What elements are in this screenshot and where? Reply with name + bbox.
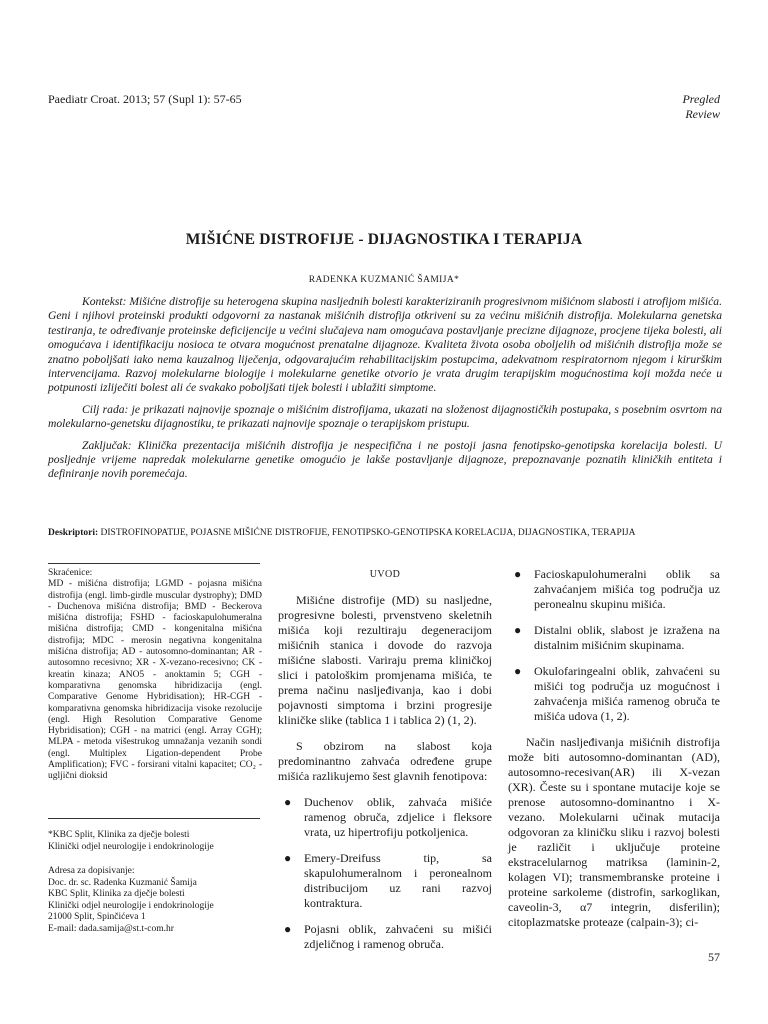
correspondence-line: Klinički odjel neurologije i endokrinologije <box>48 900 214 911</box>
descriptors-text: DISTROFINOPATIJE, POJASNE MIŠIĆNE DISTROFIJE, FENOTIPSKO-GENOTIPSKA KORELACIJA, DIJAGNOSTIKA, TERAPIJA <box>100 528 636 538</box>
abbreviations-box <box>48 568 262 783</box>
descriptors <box>48 527 724 540</box>
column-rule-top <box>48 563 260 564</box>
section-heading: UVOD <box>369 569 401 580</box>
correspondence-email: E-mail: dada.samija@st.t-com.hr <box>48 923 174 934</box>
article-title: MIŠIĆNE DISTROFIJE - DIJAGNOSTIKA I TERAPIJA <box>185 231 583 248</box>
journal-reference: Paediatr Croat. 2013; 57 (Supl 1): 57-65 <box>48 92 242 106</box>
list-item: ● Duchenov oblik, zahvaća mišiće ramenog obruča, zdjelice i fleksore vrata, uz hipertrofiju potkoljenica. <box>284 795 492 839</box>
list-item: ● Pojasni oblik, zahvaćeni su mišići zdjeličnog i ramenog obruča. <box>284 922 492 951</box>
list-item: ● Facioskapulohumeralni oblik sa zahvaćanjem mišića tog područja uz peronealnu skupinu mišića. <box>514 567 720 611</box>
list-item: ● Distalni oblik, slabost je izražena na distalnim mišićnim skupinama. <box>514 623 720 652</box>
descriptors-label: Deskriptori: <box>48 528 99 538</box>
phenotype-list-continued <box>508 567 720 724</box>
correspondence <box>48 866 262 936</box>
body-paragraph: Mišićne distrofije (MD) su nasljedne, progresivne bolesti, prvenstveno skeletnih mišića koji rezultiraju degeneracijom mišićnih stanica i dovode do razvoja mišićne slabosti. Variraju prema kliničkoj slici i patološkim promjenama mišića, te prema načinu nasljeđivanja, kao i dobi pojavnosti simptoma i brzini progresije kliničke slike (tablica 1 i tablica 2) (1, 2). <box>278 593 492 727</box>
body-column-middle <box>278 567 492 963</box>
correspondence-line: KBC Split, Klinika za dječje bolesti <box>48 889 185 900</box>
body-paragraph: Način nasljeđivanja mišićnih distrofija može biti autosomno-dominantan (AD), autosomno-recesivan(AR) ili X-vezan (XR). Česte su i spontane mutacije koje se prenose autosomno-dominantno i X-vezano. Molekularni učinak mutacija odgovoran za kliničku sliku i razvoj bolesti je različit i uključuje proteine ekstracelularnog matriksa (laminin-2, kolagen VI); transmembranske proteine i proteine sarkoleme (distrofin, sarkoglikan, caveolin-3, α7 integrin, disferilin); citoplazmatske proteaze (calpain-3); ci- <box>508 735 720 929</box>
abstract-aim: Cilj rada: je prikazati najnovije spoznaje o mišićnim distrofijama, ukazati na složenost dijagnostičkih postupaka, s posebnim osvrtom na molekularno-genetsku dijagnostiku, te prikazati najnovije spoznaje o terapijskom pristupu. <box>48 402 722 431</box>
correspondence-line: Doc. dr. sc. Radenka Kuzmanić Šamija <box>48 877 197 888</box>
body-paragraph: S obzirom na slabost koja predominantno zahvaća određene grupe mišića razlikujemo šest glavnih fenotipova: <box>278 739 492 783</box>
body-column-right <box>508 567 720 930</box>
affiliation-line: *KBC Split, Klinika za dječje bolesti <box>48 830 190 840</box>
correspondence-line: 21000 Split, Spinčićeva 1 <box>48 912 146 923</box>
column-rule-bottom <box>48 818 260 819</box>
abstract-context: Kontekst: Mišićne distrofije su heterogena skupina nasljednih bolesti karakteriziranih progresivnom mišićnom slabosti i atrofijom mišića. Geni i njihovi proteinski produkti odgovorni za nastanak mišićnih distrofija otkriveni su za većinu mišićnih distrofija. Molekularna genetska testiranja, te određivanje proteinske deficijencije u većini slučajeva nam omogućava postavljanje precizne dijagnoze, procjene tijeka bolesti, ali omogućava i identifikaciju nosioca te otvara mogućnost prenatalne dijagnoze. Kvaliteta života osoba oboljelih od mišićnih distrofija može se znatno poboljšati iako nema kauzalnog liječenja, odgovarajućim rehabilitacijskim postupcima, adekvatnom respiratornom njegom i kirurškim intervencijama. Razvoj molekularne biologije i molekularne genetike otvorio je vrata drugim terapijskim mogućnostima koji možda neće u potpunosti izliječiti bolest ali će svakako poboljšati tijek bolesti i ublažiti simptome. <box>48 295 722 395</box>
bullet-icon: ● <box>514 664 522 678</box>
abbreviations-heading: Skraćenice: <box>48 568 93 578</box>
bullet-icon: ● <box>514 567 522 581</box>
abbreviations-text: MD - mišićna distrofija; LGMD - pojasna mišićna distrofija (engl. limb-girdle muscular dystrophy); DMD - Duchenova mišićna distrofija; BMD - Beckerova mišićna distrofija; FSHD - facioskapulohumeralna mišićna distrofija; CMD - kongenitalna mišićna distrofija; MDC - merosin negativna kongenitalna mišićna distrofija; AD - autosomno-dominantan; AR - autosomno recesivno; XR - X-vezano-recesivno; CK - kreatin kinaza; ANO5 - anoktamin 5; CGH - komparativna genomska hibridizacija (engl. Comparative Genome Hybridisation); HR-CGH - komparativna genomska hibridizacija visoke rezolucije (engl. High Resolution Comparative Genome Hybridisation); CGH - na matrici (engl. Array CGH); MLPA - metoda višestrukog umnažanja vezanih sondi (engl. Multiplex Ligation-dependent Probe Amplification); FVC - forsirani vitalni kapacitet; CO₂ - ugljični dioksid <box>48 579 262 782</box>
affiliation-line: Klinički odjel neurologije i endokrinologije <box>48 842 214 852</box>
bullet-icon: ● <box>284 795 292 809</box>
list-item: ● Emery-Dreifuss tip, sa skapulohumeralnom i peronealnom distribucijom uz rani razvoj kontraktura. <box>284 851 492 910</box>
bullet-icon: ● <box>284 922 292 936</box>
article-type <box>682 92 720 122</box>
article-type-en: Review <box>685 107 720 121</box>
page-number: 57 <box>708 950 720 964</box>
bullet-icon: ● <box>514 623 522 637</box>
bullet-icon: ● <box>284 851 292 865</box>
list-item: ● Okulofaringealni oblik, zahvaćeni su mišići tog područja uz mogućnost i zahvaćenja mišića ramenog obruča te mišića udova (1, 2). <box>514 664 720 723</box>
author-line: RADENKA KUZMANIĆ ŠAMIJA* <box>308 275 460 285</box>
correspondence-heading: Adresa za dopisivanje: <box>48 866 135 876</box>
abstract <box>48 295 722 489</box>
article-type-hr: Pregled <box>682 92 720 106</box>
abstract-conclusion: Zaključak: Klinička prezentacija mišićnih distrofija je nespecifična i ne postoji jasna fenotipsko-genotipska korelacija bolesti. U posljednje vrijeme napredak molekularne genetike omogućio je lakše postavljanje dijagnoze, prepoznavanje poznatih kliničkih entiteta i definiranje novih poremećaja. <box>48 438 722 481</box>
phenotype-list <box>278 795 492 952</box>
affiliation <box>48 829 262 853</box>
